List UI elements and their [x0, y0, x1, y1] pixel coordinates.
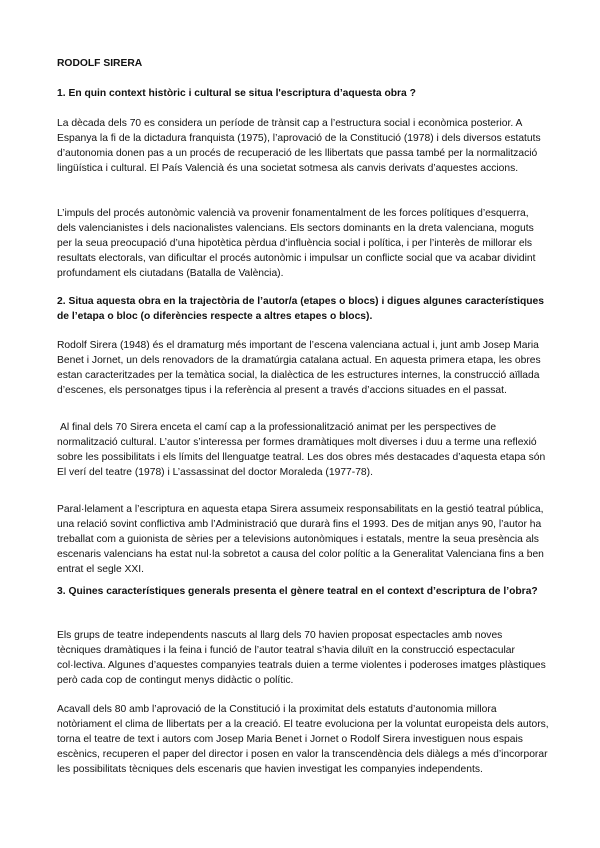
section-2-paragraph-3: Paral·lelament a l’escriptura en aquesta etapa Sirera assumeix responsabilitats en la gestió teatral pública, una relació sovint conflictiva amb l’Administració que durarà fins el 1993. Des de mitjan anys 90, l’autor ha treballat com a guionista de sèries per a televisions autonòmiques i estatals, mentre la seua presència als escenaris valencians ha estat nul·la sobretot a causa del color polític a la Generalitat Valenciana fins a ben entrat el segle XXI.: [57, 504, 544, 576]
question-2-heading: 2. Situa aquesta obra en la trajectòria de l’autor/a (etapes o blocs) i digues algunes característiques de l’etapa o bloc (o diferències respecte a altres etapes o blocs).: [57, 296, 544, 323]
section-3-paragraph-1: Els grups de teatre independents nascuts al llarg dels 70 havien proposat espectacles amb noves tècniques dramàtiques i la feina i funció de l’autor teatral s’havia diluït en la construcció espectacular col·lectiva. Algunes d’aquestes companyies teatrals duien a terme violentes i poderoses imatges plàstiques però cada cop de contingut menys didàctic o polític.: [57, 630, 546, 687]
section-1-paragraph-1: La dècada dels 70 es considera un període de trànsit cap a l’estructura social i econòmica posterior. A Espanya la fi de la dictadura franquista (1975), l’aprovació de la Constitució (1978) i dels diversos estatuts d’autonomia donen pas a un procés de recuperació de les llibertats que passa també per la normalització lingüística i cultural. El País Valencià és una societat sotmesa als canvis derivats d’aquestes accions.: [57, 118, 541, 175]
document-title: RODOLF SIRERA: [57, 58, 143, 69]
section-1-paragraph-2: L’impuls del procés autonòmic valencià va provenir fonamentalment de les forces polítiques d’esquerra, dels valencianistes i dels nacionalistes valencians. Els sectors dominants en la dreta valenciana, moguts per la seua preocupació d’una hipotètica pèrdua d’influència social i política, i per l’interès de millorar els resultats electorals, van dificultar el procés autonòmic i impulsar un conflicte social que va acabar dividint profundament els ciutadans (Batalla de València).: [57, 208, 536, 280]
section-3-paragraph-2: Acavall dels 80 amb l’aprovació de la Constitució i la proximitat dels estatuts d’autonomia millora notòriament el clima de llibertats per a la creació. El teatre evoluciona per la voluntat europeista dels autors, torna el teatre de text i autors com Josep Maria Benet i Jornet o Rodolf Sirera investiguen nous espais escènics, recuperen el paper del director i posen en valor la transcendència dels diàlegs a més d’incorporar les possibilitats tècniques dels escenaris que havien investigat les companyies independents.: [57, 704, 549, 776]
question-3-heading: 3. Quines característiques generals presenta el gènere teatral en el context d’escriptura de l’obra?: [57, 586, 538, 597]
question-1-heading: 1. En quin context històric i cultural se situa l'escriptura d’aquesta obra ?: [57, 88, 416, 99]
section-2-paragraph-1: Rodolf Sirera (1948) és el dramaturg més important de l’escena valenciana actual i, junt amb Josep Maria Benet i Jornet, un dels renovadors de la dramatúrgia catalana actual. En aquesta primera etapa, les obres estan caracteritzades per la temàtica social, la dialèctica de les estructures internes, la construcció aïllada d’escenes, els personatges tipus i la referència al present a través d’accions situades en el passat.: [57, 340, 541, 397]
section-2-paragraph-2: Al final dels 70 Sirera enceta el camí cap a la professionalització animat per les perspectives de normalització cultural. L’autor s’interessa per formes dramàtiques molt diverses i duu a terme una reflexió sobre les possibilitats i els límits del llenguatge teatral. Les dos obres més destacades d’aquesta etapa són El verí del teatre (1978) i L’assassinat del doctor Moraleda (1977-78).: [57, 422, 546, 479]
